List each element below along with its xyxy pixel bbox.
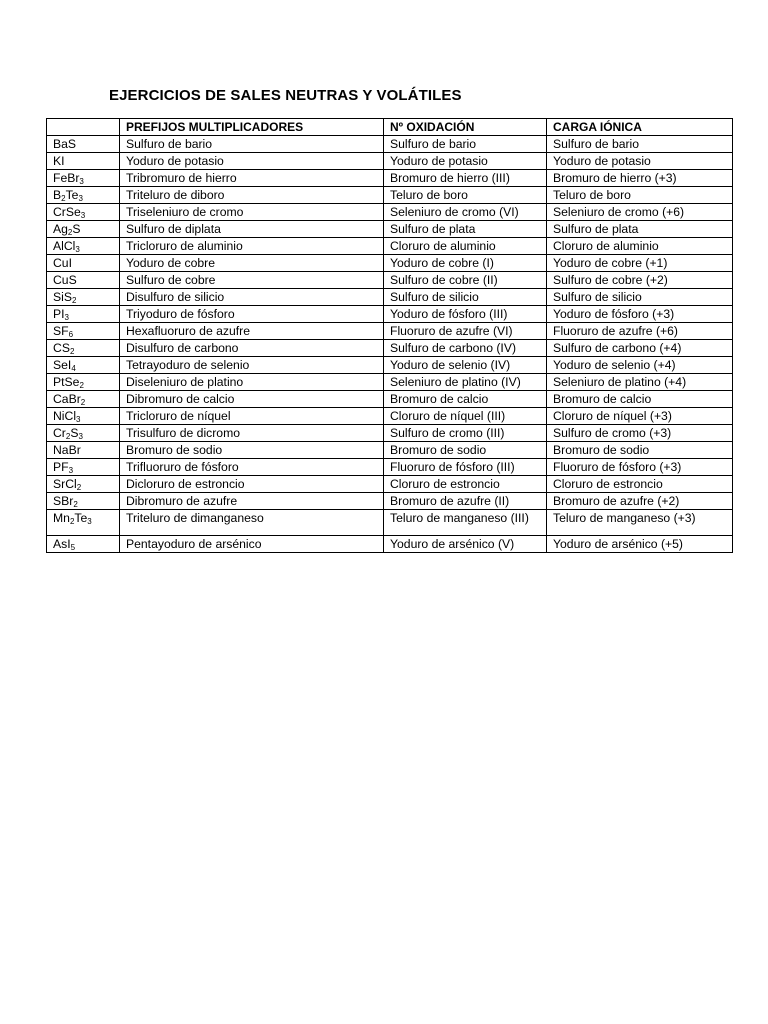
element-symbol: S	[61, 340, 70, 355]
carga-cell: Sulfuro de bario	[547, 136, 733, 153]
oxidacion-cell: Yoduro de potasio	[384, 153, 547, 170]
formula-cell	[47, 323, 120, 340]
oxidacion-cell: Bromuro de calcio	[384, 391, 547, 408]
carga-cell: Bromuro de hierro (+3)	[547, 170, 733, 187]
carga-cell: Yoduro de fósforo (+3)	[547, 306, 733, 323]
element-symbol: Ca	[53, 391, 69, 406]
table-row	[47, 442, 733, 459]
salts-table	[46, 118, 733, 553]
carga-cell: Bromuro de calcio	[547, 391, 733, 408]
element-symbol: C	[53, 340, 62, 355]
element-symbol: As	[53, 536, 68, 551]
element-subscript: 2	[80, 397, 86, 407]
carga-cell: Yoduro de potasio	[547, 153, 733, 170]
formula-cell	[47, 136, 120, 153]
element-symbol: K	[53, 153, 62, 168]
element-symbol: Si	[53, 289, 64, 304]
prefijos-cell: Trifluoruro de fósforo	[120, 459, 384, 476]
header-row	[47, 119, 733, 136]
element-symbol: Al	[53, 238, 64, 253]
element-symbol: Se	[65, 204, 81, 219]
oxidacion-cell: Yoduro de cobre (I)	[384, 255, 547, 272]
prefijos-cell: Bromuro de sodio	[120, 442, 384, 459]
table-row	[47, 272, 733, 289]
prefijos-cell: Triyoduro de fósforo	[120, 306, 384, 323]
header-oxidacion: Nº OXIDACIÓN	[384, 119, 547, 136]
table-row	[47, 323, 733, 340]
carga-cell: Sulfuro de cobre (+2)	[547, 272, 733, 289]
oxidacion-cell: Yoduro de fósforo (III)	[384, 306, 547, 323]
prefijos-cell: Dibromuro de azufre	[120, 493, 384, 510]
table-row	[47, 306, 733, 323]
table-row	[47, 170, 733, 187]
table-row	[47, 187, 733, 204]
element-subscript: 3	[64, 312, 69, 322]
formula-cell	[47, 187, 120, 204]
table-row	[47, 289, 733, 306]
element-subscript: 2	[76, 482, 82, 492]
prefijos-cell: Sulfuro de diplata	[120, 221, 384, 238]
element-subscript: 2	[69, 346, 75, 356]
oxidacion-cell: Sulfuro de cobre (II)	[384, 272, 547, 289]
element-symbol: Ag	[53, 221, 68, 236]
element-symbol: Mn	[53, 511, 70, 525]
element-symbol: S	[63, 289, 72, 304]
element-subscript: 3	[80, 210, 86, 220]
oxidacion-cell: Yoduro de selenio (IV)	[384, 357, 547, 374]
formula-cell	[47, 255, 120, 272]
element-symbol: S	[53, 323, 62, 338]
formula-cell	[47, 510, 120, 536]
prefijos-cell: Tricloruro de níquel	[120, 408, 384, 425]
element-subscript: 3	[68, 465, 74, 475]
element-symbol: Sr	[53, 476, 66, 491]
formula-cell	[47, 442, 120, 459]
formula-cell	[47, 357, 120, 374]
prefijos-cell: Tetrayoduro de selenio	[120, 357, 384, 374]
table-row	[47, 238, 733, 255]
element-symbol: S	[70, 425, 79, 440]
element-subscript: 3	[76, 414, 81, 424]
oxidacion-cell: Cloruro de aluminio	[384, 238, 547, 255]
element-symbol: Pt	[53, 374, 65, 389]
prefijos-cell: Triteluro de dimanganeso	[120, 510, 384, 536]
oxidacion-cell: Bromuro de sodio	[384, 442, 547, 459]
table-row	[47, 221, 733, 238]
carga-cell: Teluro de boro	[547, 187, 733, 204]
element-symbol: I	[67, 357, 72, 372]
formula-cell	[47, 374, 120, 391]
element-symbol: Ni	[53, 408, 65, 423]
table-row	[47, 136, 733, 153]
element-symbol: Br	[68, 442, 81, 457]
element-symbol: S	[68, 272, 77, 287]
carga-cell: Yoduro de arsénico (+5)	[547, 536, 733, 553]
element-subscript: 3	[78, 431, 83, 441]
prefijos-cell: Yoduro de cobre	[120, 255, 384, 272]
formula-cell	[47, 221, 120, 238]
oxidacion-cell: Fluoruro de azufre (VI)	[384, 323, 547, 340]
oxidacion-cell: Seleniuro de cromo (VI)	[384, 204, 547, 221]
element-symbol: Se	[53, 357, 68, 372]
table-row	[47, 493, 733, 510]
carga-cell: Seleniuro de cromo (+6)	[547, 204, 733, 221]
element-subscript: 2	[69, 517, 75, 526]
carga-cell: Yoduro de selenio (+4)	[547, 357, 733, 374]
element-symbol: S	[72, 221, 81, 236]
element-subscript: 2	[79, 380, 84, 390]
element-symbol: Fe	[53, 170, 68, 185]
oxidacion-cell: Bromuro de azufre (II)	[384, 493, 547, 510]
element-subscript: 3	[79, 176, 84, 186]
formula-cell	[47, 425, 120, 442]
table-row	[47, 357, 733, 374]
table-row	[47, 476, 733, 493]
prefijos-cell: Trisulfuro de dicromo	[120, 425, 384, 442]
formula-cell	[47, 153, 120, 170]
table-body	[47, 136, 733, 553]
prefijos-cell: Sulfuro de bario	[120, 136, 384, 153]
carga-cell: Fluoruro de azufre (+6)	[547, 323, 733, 340]
prefijos-cell: Pentayoduro de arsénico	[120, 536, 384, 553]
formula-cell	[47, 340, 120, 357]
element-symbol: F	[61, 323, 69, 338]
element-subscript: 3	[78, 193, 83, 203]
element-symbol: B	[53, 187, 62, 202]
header-prefijos: PREFIJOS MULTIPLICADORES	[120, 119, 384, 136]
element-symbol: Se	[64, 374, 80, 389]
formula-cell	[47, 391, 120, 408]
formula-cell	[47, 170, 120, 187]
formula-cell	[47, 536, 120, 553]
element-symbol: S	[53, 493, 62, 508]
element-subscript: 2	[73, 499, 78, 509]
element-symbol: Cu	[53, 255, 69, 270]
element-symbol: Cl	[65, 476, 77, 491]
formula-cell	[47, 289, 120, 306]
oxidacion-cell: Bromuro de hierro (III)	[384, 170, 547, 187]
element-subscript: 6	[68, 329, 74, 339]
table-row	[47, 391, 733, 408]
prefijos-cell: Disulfuro de carbono	[120, 340, 384, 357]
formula-cell	[47, 493, 120, 510]
element-subscript: 2	[71, 295, 77, 305]
carga-cell: Cloruro de aluminio	[547, 238, 733, 255]
carga-cell: Sulfuro de silicio	[547, 289, 733, 306]
formula-cell	[47, 476, 120, 493]
element-symbol: Cr	[53, 204, 66, 219]
element-symbol: F	[61, 459, 69, 474]
prefijos-cell: Tricloruro de aluminio	[120, 238, 384, 255]
element-subscript: 2	[61, 193, 66, 203]
table-row	[47, 340, 733, 357]
prefijos-cell: Dibromuro de calcio	[120, 391, 384, 408]
element-symbol: Te	[65, 187, 79, 202]
oxidacion-cell: Sulfuro de plata	[384, 221, 547, 238]
header-formula	[47, 119, 120, 136]
element-subscript: 4	[71, 363, 76, 373]
oxidacion-cell: Yoduro de arsénico (V)	[384, 536, 547, 553]
element-symbol: Cl	[63, 238, 76, 253]
oxidacion-cell: Cloruro de níquel (III)	[384, 408, 547, 425]
carga-cell: Teluro de manganeso (+3)	[547, 510, 733, 536]
element-symbol: Na	[53, 442, 69, 457]
table-row	[47, 204, 733, 221]
element-symbol: P	[53, 306, 62, 321]
oxidacion-cell: Seleniuro de platino (IV)	[384, 374, 547, 391]
carga-cell: Bromuro de sodio	[547, 442, 733, 459]
carga-cell: Yoduro de cobre (+1)	[547, 255, 733, 272]
carga-cell: Cloruro de níquel (+3)	[547, 408, 733, 425]
formula-cell	[47, 306, 120, 323]
prefijos-cell: Diseleniuro de platino	[120, 374, 384, 391]
oxidacion-cell: Teluro de boro	[384, 187, 547, 204]
formula-cell	[47, 459, 120, 476]
element-subscript: 3	[87, 517, 92, 526]
element-symbol: Te	[74, 511, 88, 525]
page-title: EJERCICIOS DE SALES NEUTRAS Y VOLÁTILES	[109, 87, 462, 104]
carga-cell: Sulfuro de carbono (+4)	[547, 340, 733, 357]
element-symbol: Cu	[53, 272, 69, 287]
element-symbol: Br	[67, 170, 80, 185]
element-symbol: Ba	[53, 136, 68, 151]
element-symbol: Cr	[53, 425, 66, 440]
header-carga: CARGA IÓNICA	[547, 119, 733, 136]
element-symbol: I	[67, 536, 71, 551]
carga-cell: Sulfuro de plata	[547, 221, 733, 238]
element-symbol: I	[61, 306, 65, 321]
table-row	[47, 408, 733, 425]
table-row	[47, 374, 733, 391]
table-row	[47, 425, 733, 442]
table-row	[47, 459, 733, 476]
prefijos-cell: Sulfuro de cobre	[120, 272, 384, 289]
element-subscript: 3	[75, 244, 80, 254]
carga-cell: Fluoruro de fósforo (+3)	[547, 459, 733, 476]
prefijos-cell: Yoduro de potasio	[120, 153, 384, 170]
table-row	[47, 153, 733, 170]
formula-cell	[47, 408, 120, 425]
oxidacion-cell: Sulfuro de bario	[384, 136, 547, 153]
carga-cell: Sulfuro de cromo (+3)	[547, 425, 733, 442]
oxidacion-cell: Fluoruro de fósforo (III)	[384, 459, 547, 476]
element-symbol: I	[61, 153, 65, 168]
carga-cell: Bromuro de azufre (+2)	[547, 493, 733, 510]
element-subscript: 5	[70, 542, 76, 552]
element-symbol: Br	[68, 391, 81, 406]
element-symbol: S	[67, 136, 77, 151]
element-subscript: 2	[67, 227, 73, 237]
carga-cell: Cloruro de estroncio	[547, 476, 733, 493]
prefijos-cell: Tribromuro de hierro	[120, 170, 384, 187]
prefijos-cell: Triseleniuro de cromo	[120, 204, 384, 221]
formula-cell	[47, 238, 120, 255]
element-subscript: 2	[65, 431, 71, 441]
oxidacion-cell: Teluro de manganeso (III)	[384, 510, 547, 536]
table-row	[47, 536, 733, 553]
element-symbol: Br	[61, 493, 74, 508]
element-symbol: Cl	[64, 408, 77, 423]
prefijos-cell: Disulfuro de silicio	[120, 289, 384, 306]
table-row	[47, 510, 733, 536]
carga-cell: Seleniuro de platino (+4)	[547, 374, 733, 391]
table-row	[47, 255, 733, 272]
oxidacion-cell: Sulfuro de silicio	[384, 289, 547, 306]
oxidacion-cell: Cloruro de estroncio	[384, 476, 547, 493]
prefijos-cell: Triteluro de diboro	[120, 187, 384, 204]
oxidacion-cell: Sulfuro de cromo (III)	[384, 425, 547, 442]
formula-cell	[47, 272, 120, 289]
prefijos-cell: Hexafluoruro de azufre	[120, 323, 384, 340]
oxidacion-cell: Sulfuro de carbono (IV)	[384, 340, 547, 357]
formula-cell	[47, 204, 120, 221]
prefijos-cell: Dicloruro de estroncio	[120, 476, 384, 493]
element-symbol: P	[53, 459, 62, 474]
element-symbol: I	[68, 255, 72, 270]
